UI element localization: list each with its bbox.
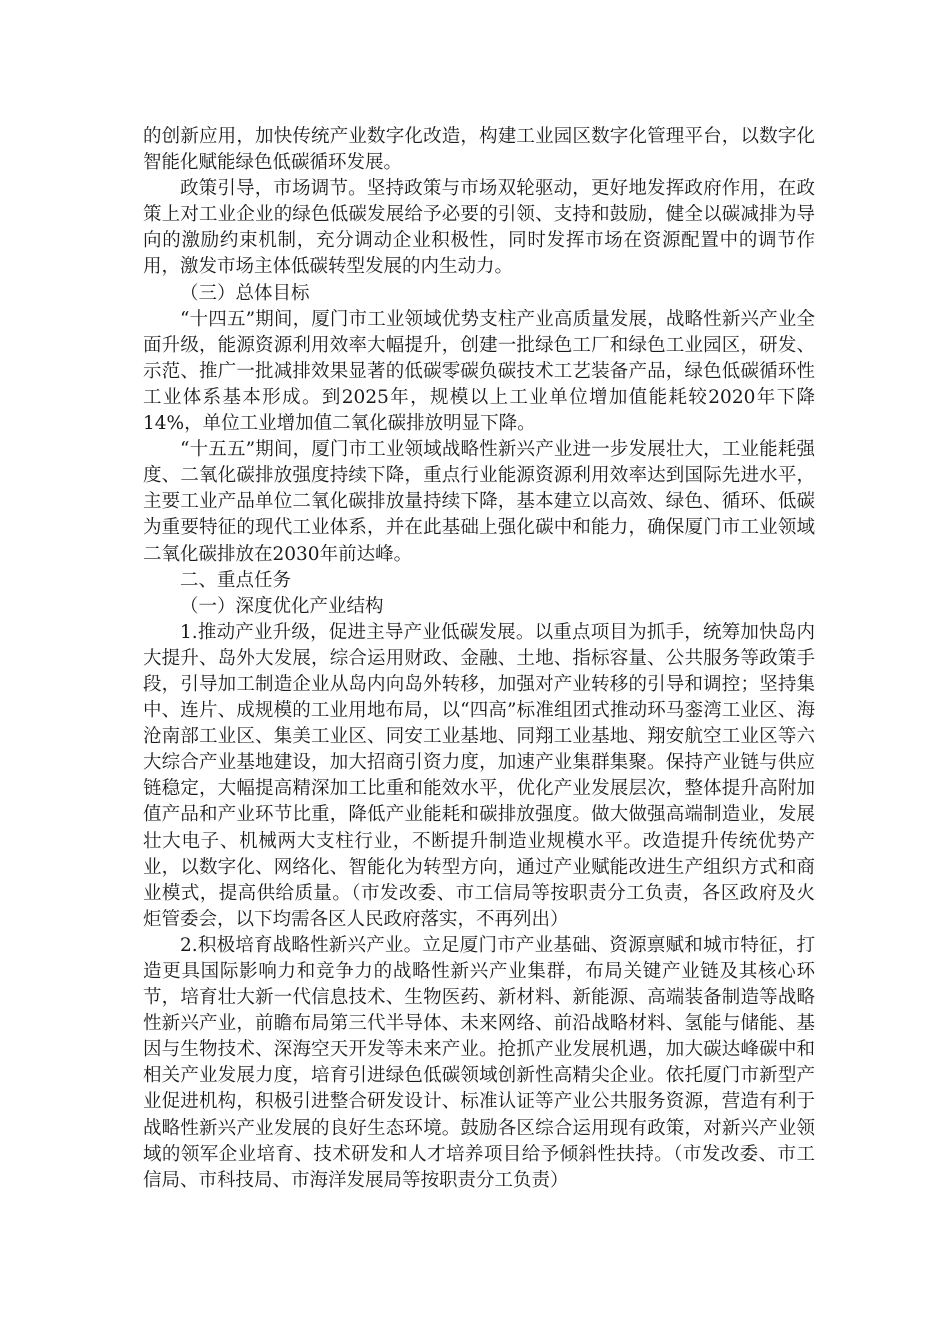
subsection-heading-optimize-structure: （一）深度优化产业结构 [180, 595, 384, 617]
section-heading-key-tasks: 二、重点任务 [180, 569, 292, 591]
paragraph-task-2: 2.积极培育战略性新兴产业。立足厦门市产业基础、资源禀赋和城市特征，打造更具国际影响力和竞争力的战略性新兴产业集群，布局关键产业链及其核心环节，培育壮大新一代信息技术、生物医药、新材料、新能源、高端装备制造等战略性新兴产业，前瞻布局第三代半导体、未来网络、前沿战略材料、氢能与储能、基因与生物技术、深海空天开发等未来产业。抢抓产业发展机遇，加大碳达峰碳中和相关产业发展力度，培育引进绿色低碳领域创新性高精尖企业。依托厦门市新型产业促进机构，积极引进整合研发设计、标准认证等产业公共服务资源，营造有利于战略性新兴产业发展的良好生态环境。鼓励各区综合运用现有政策，对新兴产业领域的领军企业培育、技术研发和人才培养项目给予倾斜性扶持。（市发改委、市工信局、市科技局、市海洋发展局等按职责分工负责） [143, 934, 815, 1191]
document-body [143, 124, 815, 1194]
paragraph-15th-five-year: “十五五”期间，厦门市工业领域战略性新兴产业进一步发展壮大，工业能耗强度、二氧化碳排放强度持续下降，重点行业能源资源利用效率达到国际先进水平，主要工业产品单位二氧化碳排放量持续下降，基本建立以高效、绿色、循环、低碳为重要特征的现代工业体系，并在此基础上强化碳中和能力，确保厦门市工业领域二氧化碳排放在2030年前达峰。 [143, 439, 815, 565]
paragraph-continuation: 的创新应用，加快传统产业数字化改造，构建工业园区数字化管理平台，以数字化智能化赋能绿色低碳循环发展。 [143, 126, 815, 174]
paragraph-14th-five-year: “十四五”期间，厦门市工业领域优势支柱产业高质量发展，战略性新兴产业全面升级，能源资源利用效率大幅提升，创建一批绿色工厂和绿色工业园区，研发、示范、推广一批减排效果显著的低碳零碳负碳技术工艺装备产品，绿色低碳循环性工业体系基本形成。到2025年，规模以上工业单位增加值能耗较2020年下降14%，单位工业增加值二氧化碳排放明显下降。 [143, 308, 815, 435]
paragraph-task-1: 1.推动产业升级，促进主导产业低碳发展。以重点项目为抓手，统筹加快岛内大提升、岛外大发展，综合运用财政、金融、土地、指标容量、公共服务等政策手段，引导加工制造企业从岛内向岛外转移，加强对产业转移的引导和调控；坚持集中、连片、成规模的工业用地布局，以“四高”标准组团式推动环马銮湾工业区、海沧南部工业区、集美工业区、同安工业基地、同翔工业基地、翔安航空工业区等六大综合产业基地建设，加大招商引资力度，加速产业集群集聚。保持产业链与供应链稳定，大幅提高精深加工比重和能效水平，优化产业发展层次，整体提升高附加值产品和产业环节比重，降低产业能耗和碳排放强度。做大做强高端制造业，发展壮大电子、机械两大支柱行业，不断提升制造业规模水平。改造提升传统优势产业，以数字化、网络化、智能化为转型方向，通过产业赋能改进生产组织方式和商业模式，提高供给质量。（市发改委、市工信局等按职责分工负责，各区政府及火炬管委会，以下均需各区人民政府落实，不再列出） [143, 621, 815, 930]
section-heading-overall-goals: （三）总体目标 [180, 282, 310, 304]
paragraph-policy-guidance: 政策引导，市场调节。坚持政策与市场双轮驱动，更好地发挥政府作用，在政策上对工业企业的绿色低碳发展给予必要的引领、支持和鼓励，健全以碳减排为导向的激励约束机制，充分调动企业积极性，同时发挥市场在资源配置中的调节作用，激发市场主体低碳转型发展的内生动力。 [143, 178, 815, 278]
